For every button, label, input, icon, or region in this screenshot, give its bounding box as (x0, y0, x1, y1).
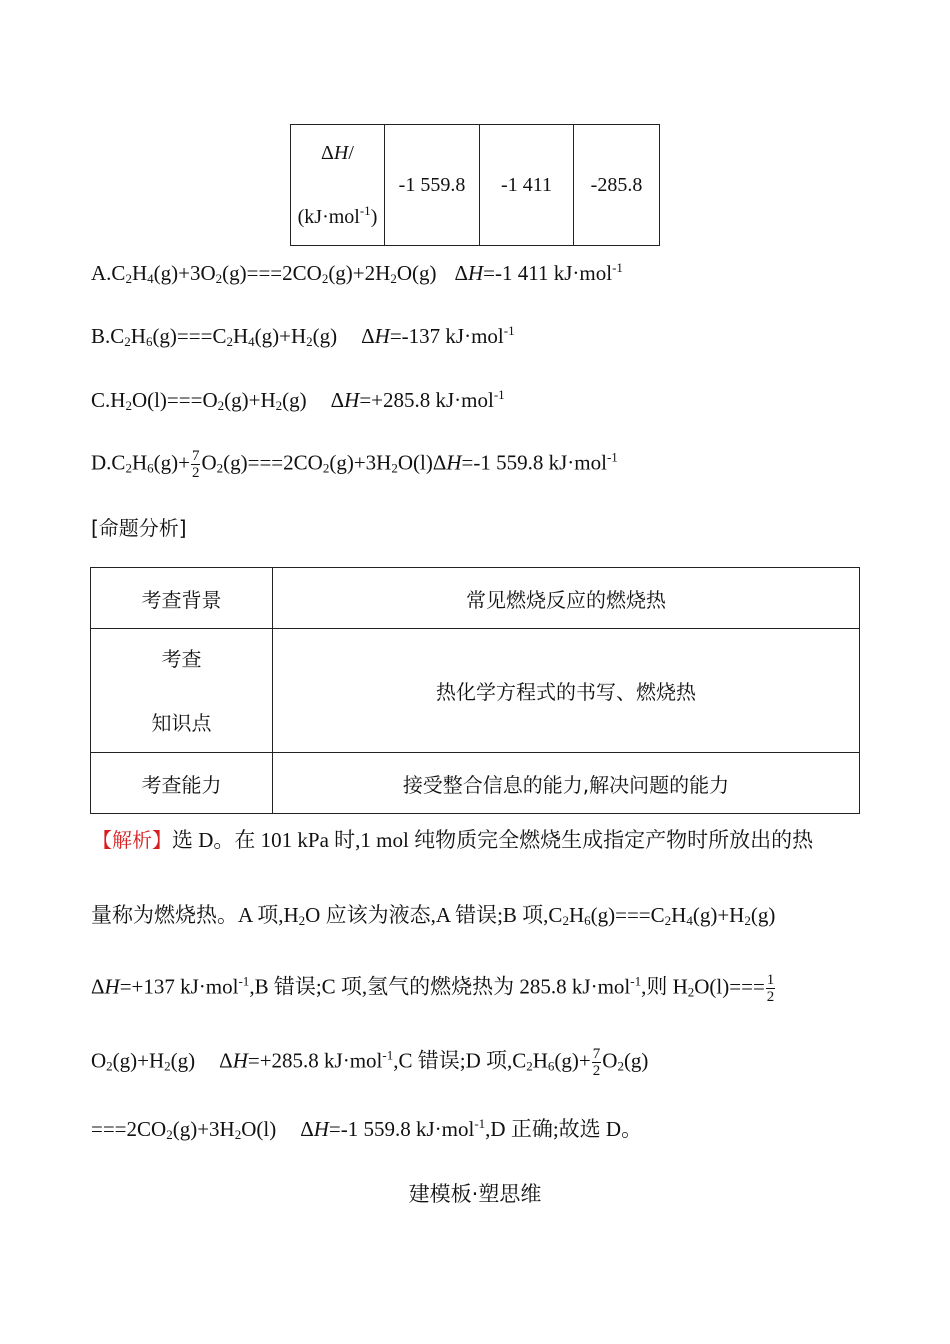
row-label-background: 考查背景 (91, 568, 273, 629)
explanation-line-5: $===2CO_2(g)+3H_2O(l)$ ΔH=-1 559.8 kJ·mol$^{-1}$,D 正确;故选 D。 (91, 1116, 643, 1142)
explanation-line-1: 【解析】选 D。在 101 kPa 时,1 mol 纯物质完全燃烧生成指定产物时所放出的热 (92, 828, 814, 852)
unit-close: ) (370, 206, 378, 228)
slash: / (348, 142, 354, 164)
enthalpy-value-1: -1 559.8 (385, 125, 480, 246)
delta-symbol: Δ (321, 142, 334, 164)
section-title: [命题分析] (91, 516, 187, 540)
fraction-seven-halves: $\frac{7}{2}$ (191, 448, 200, 481)
table-row (91, 568, 860, 629)
enthalpy-table (290, 124, 660, 246)
option-a: $A.C_2H_4(g)+3O_2(g)===2CO_2(g)+2H_2O(g)$ ΔH=-1 411 kJ·mol$^{-1}$ (91, 260, 623, 286)
option-b: $B.C_2H_6(g)===C_2H_4(g)+H_2(g)$ ΔH=-137 kJ·mol$^{-1}$ (91, 323, 515, 349)
row-value-ability: 接受整合信息的能力,解决问题的能力 (273, 753, 860, 814)
explanation-tag: 【解析】 (92, 828, 172, 852)
option-d: $D.C_2H_6(g)+$ $\frac{7}{2}$ $O_2(g)===2CO_2(g)+3H_2O(l)\Delta H=-1$ 559.8 kJ·mol$^{-1}$ (91, 448, 618, 481)
row-label-knowledge: 考查 知识点 (91, 629, 273, 753)
h-variable: H (333, 142, 349, 164)
footer-heading: 建模板·塑思维 (408, 1182, 542, 1206)
enthalpy-header-cell (291, 125, 385, 246)
enthalpy-value-3: -285.8 (574, 125, 660, 246)
enthalpy-value-2: -1 411 (480, 125, 574, 246)
row-value-knowledge: 热化学方程式的书写、燃烧热 (273, 629, 860, 753)
option-c: $C.H_2O(l)===O_2(g)+H_2(g)$ ΔH=+285.8 kJ·mol$^{-1}$ (91, 387, 505, 413)
analysis-table (90, 567, 860, 814)
unit-sup: -1 (359, 203, 371, 218)
explanation-line-4: $O_2(g)+H_2(g)$ ΔH=+285.8 kJ·mol$^{-1}$,C 错误;D 项$,C_2H_6(g)+$ $\frac{7}{2}$ $O_2(g)$ (91, 1046, 649, 1079)
fraction-one-half: $\frac{1}{2}$ (766, 972, 775, 1005)
row-label-ability: 考查能力 (91, 753, 273, 814)
fraction-seven-halves-2: $\frac{7}{2}$ (592, 1046, 601, 1079)
unit-open: (kJ·mol (297, 206, 360, 228)
explanation-line-3: ΔH=+137 kJ·mol$^{-1}$,B 错误;C 项,氢气的燃烧热为 285.8 kJ·mol$^{-1}$,则 $H_2O(l)===$ $\frac{1}{2}$ (91, 972, 775, 1005)
explanation-line-2: 量称为燃烧热。A 项$,H_2O$ 应该为液态,A 错误;B 项$,C_2H_6(g)===C_2H_4(g)+H_2(g)$ (91, 903, 776, 928)
row-value-background: 常见燃烧反应的燃烧热 (273, 568, 860, 629)
table-row (91, 753, 860, 814)
table-row (91, 629, 860, 753)
